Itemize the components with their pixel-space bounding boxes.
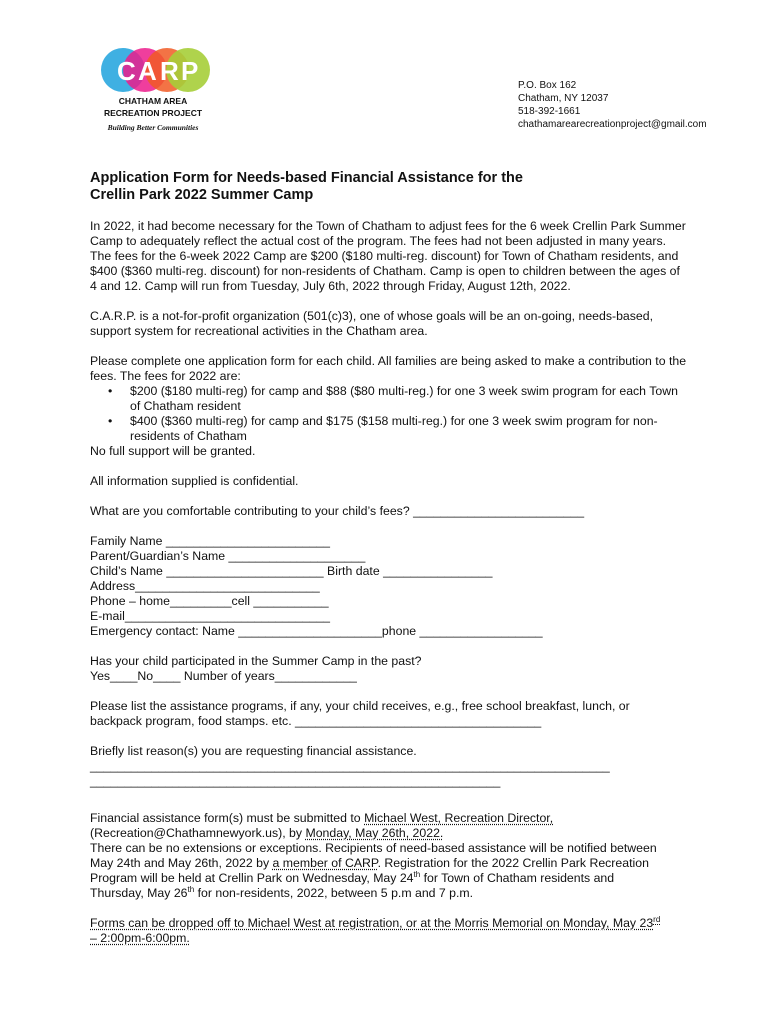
- fees-bullet-nonresidents: • $400 ($360 multi-reg) for camp and $175 ($158 multi-reg.) for one 3 week swim program for non-residents of Chatham: [130, 414, 690, 444]
- submission-l4c: . Registration for the 2022 Crellin Park Recreation: [377, 856, 649, 870]
- logo-letter-p: P: [181, 56, 199, 86]
- title-line1: Application Form for Needs-based Financial Assistance for the: [90, 170, 523, 186]
- submission-l5-sup: th: [413, 869, 421, 879]
- logo-line1: CHATHAM AREA: [118, 96, 188, 106]
- dropoff-paragraph: [90, 916, 690, 946]
- participation-line2: Yes____No____ Number of years____________: [90, 669, 357, 683]
- title-line2: Crellin Park 2022 Summer Camp: [90, 187, 314, 203]
- carp-paragraph: C.A.R.P. is a not-for-profit organization (501(c)3), one of whose goals will be an on-going, needs-based, support system for recreational activities in the Chatham area.: [90, 309, 654, 338]
- participation-line1: Has your child participated in the Summer Camp in the past?: [90, 654, 422, 668]
- address-city: Chatham, NY 12037: [518, 93, 609, 104]
- submission-l4a: May 24th and May 26th, 2022 by: [90, 856, 273, 870]
- document-body: [90, 170, 690, 961]
- participation-question: [90, 654, 690, 684]
- logo-tagline: Building Better Communities: [107, 123, 199, 132]
- deadline-date: Monday, May 26th, 2022.: [305, 826, 444, 840]
- submission-l6-sup: th: [187, 884, 195, 894]
- fees-intro: Please complete one application form for each child. All families are being asked to make a contribution to the fees. The fees for 2022 are:: [90, 354, 687, 383]
- logo-line2: RECREATION PROJECT: [103, 108, 203, 118]
- fees-bullet-residents: • $200 ($180 multi-reg) for camp and $88 ($80 multi-reg.) for one 3 week swim program for each Town of Chatham resident: [130, 384, 690, 414]
- page-title: [90, 170, 690, 204]
- applicant-fields: [90, 534, 690, 639]
- confidential-note: All information supplied is confidential.: [90, 474, 299, 488]
- mailing-address: [518, 79, 707, 131]
- emergency-contact-field: Emergency contact: Name _____________________phone __________________: [90, 624, 543, 638]
- address-email: chathamarearecreationproject@gmail.com: [518, 119, 707, 130]
- fees-note: No full support will be granted.: [90, 444, 256, 458]
- director-name: Michael West, Recreation Director,: [364, 811, 554, 825]
- reasons-prompt: Briefly list reason(s) you are requesting financial assistance.: [90, 744, 417, 758]
- dropoff-l2: – 2:00pm-6:00pm.: [90, 931, 190, 945]
- assistance-line1: Please list the assistance programs, if any, your child receives, e.g., free school breakfast, lunch, or: [90, 699, 630, 713]
- submission-paragraph: [90, 811, 690, 901]
- assistance-line2: backpack program, food stamps. etc. ____________________________________: [90, 714, 542, 728]
- family-name-field: Family Name ________________________: [90, 534, 330, 548]
- child-name-birthdate-field: Child’s Name _______________________ Birth date ________________: [90, 564, 493, 578]
- parent-name-field: Parent/Guardian’s Name ____________________: [90, 549, 366, 563]
- submission-l5b: for Town of Chatham residents and: [420, 871, 615, 885]
- contribution-question: What are you comfortable contributing to your child’s fees? _________________________: [90, 504, 585, 518]
- submission-l6a: Thursday, May 26: [90, 886, 188, 900]
- reasons-blank2: ____________________________________________________________: [90, 774, 501, 788]
- logo-letter-a: A: [138, 56, 157, 86]
- dropoff-l1: Forms can be dropped off to Michael West at registration, or at the Morris Memorial on Monday, May 23: [90, 916, 654, 930]
- submission-l1a: Financial assistance form(s) must be submitted to: [90, 811, 365, 825]
- submission-l2a: (Recreation@Chathamnewyork.us), by: [90, 826, 306, 840]
- phone-field: Phone – home_________cell ___________: [90, 594, 329, 608]
- intro-paragraph: In 2022, it had become necessary for the Town of Chatham to adjust fees for the 6 week Crellin Park Summer Camp to adequately reflect the actual cost of the program. The fees had not been adjusted in many years. The fees for the 6-week 2022 Camp are $200 ($180 multi-reg. discount) for Town of Chatham residents, and $400 ($360 multi-reg. discount) for non-residents of Chatham. Camp is open to children between the ages of 4 and 12. Camp will run from Tuesday, July 6th, 2022 through Friday, August 12th, 2022.: [90, 219, 686, 293]
- carp-logo-graphic: [78, 42, 228, 137]
- dropoff-l1-sup: rd: [653, 914, 661, 924]
- reasons-blank1: ____________________________________________________________________________: [90, 759, 610, 773]
- address-pobox: P.O. Box 162: [518, 80, 577, 91]
- email-field: E-mail______________________________: [90, 609, 331, 623]
- submission-l6b: for non-residents, 2022, between 5 p.m and 7 p.m.: [194, 886, 474, 900]
- address-phone: 518-392-1661: [518, 106, 581, 117]
- logo-letter-r: R: [160, 56, 179, 86]
- carp-logo: [78, 42, 228, 137]
- submission-l3: There can be no extensions or exceptions. Recipients of need-based assistance will be notified between: [90, 841, 657, 855]
- carp-member: a member of CARP: [272, 856, 378, 870]
- logo-letter-c: C: [117, 56, 136, 86]
- fees-list: [90, 384, 690, 444]
- reasons-question: [90, 744, 690, 789]
- address-field: Address___________________________: [90, 579, 320, 593]
- assistance-question: [90, 699, 690, 729]
- submission-l5a: Program will be held at Crellin Park on Wednesday, May 24: [90, 871, 414, 885]
